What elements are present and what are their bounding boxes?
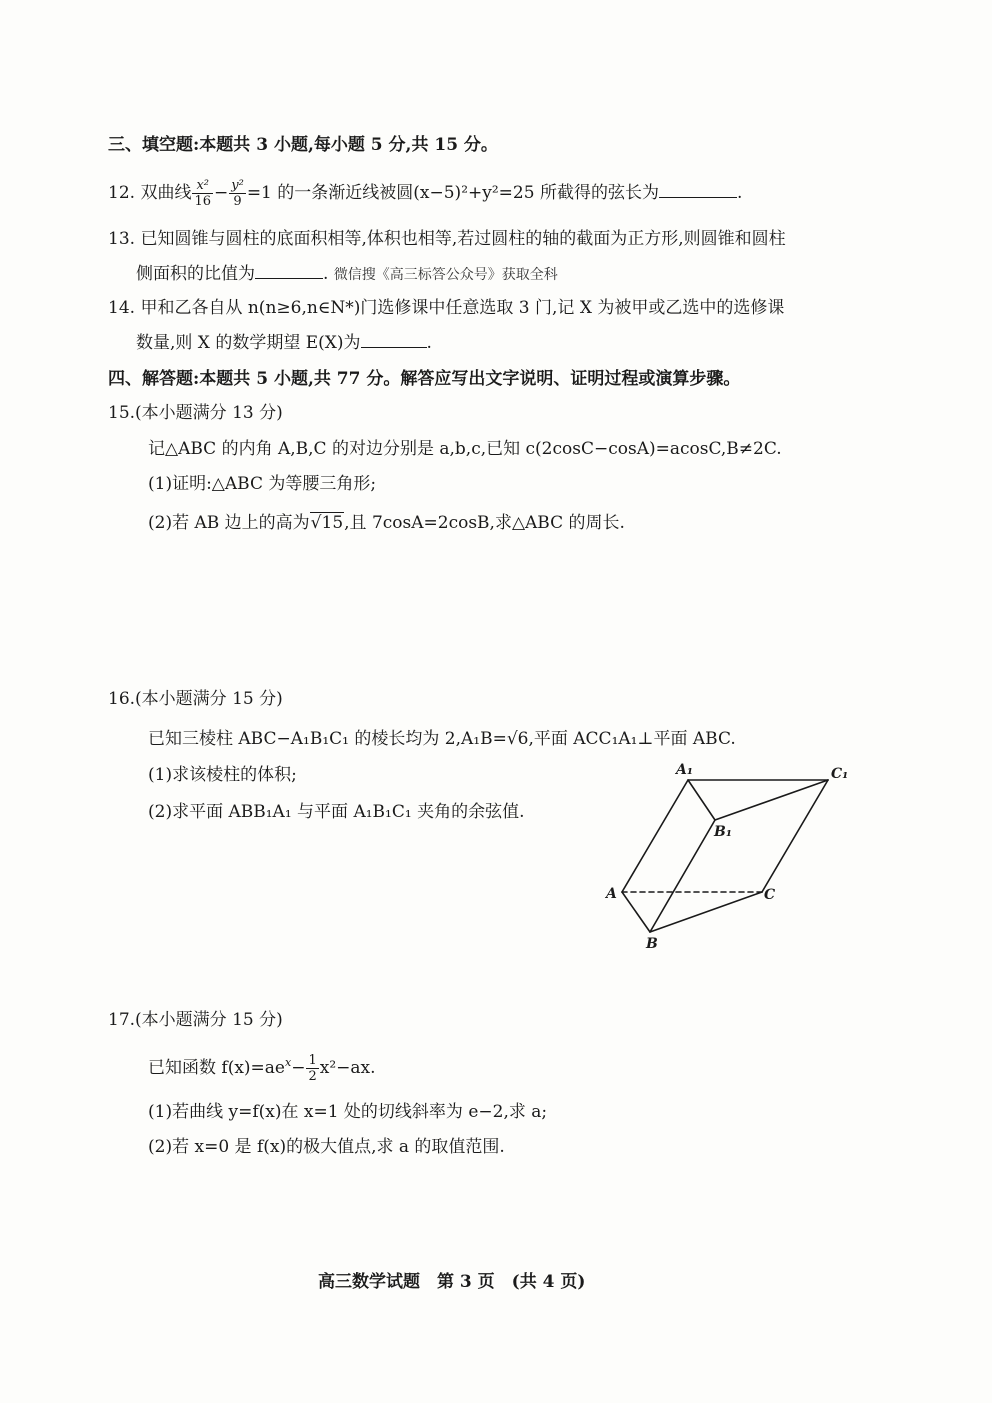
q13-period: . — [323, 264, 329, 284]
q17-fraction-numerator: 1 — [308, 1053, 317, 1068]
vertex-label-B1: B₁ — [714, 824, 732, 840]
edge-A-B — [622, 892, 650, 932]
q14-period: . — [426, 333, 432, 353]
q17-stem-end: x²−ax. — [319, 1058, 376, 1078]
q15-part-2 — [148, 512, 625, 534]
edge-B1-C1 — [715, 780, 828, 820]
q13-answer-blank[interactable] — [255, 262, 323, 279]
q17-part-1: (1)若曲线 y=f(x)在 x=1 处的切线斜率为 e−2,求 a; — [148, 1102, 548, 1122]
q15-part-2-end: ,且 7cosA=2cosB,求△ABC 的周长. — [344, 513, 625, 533]
q12-fraction-y-denominator: 9 — [233, 194, 242, 209]
vertex-label-A1: A₁ — [676, 762, 693, 778]
question-14-line-1 — [108, 297, 784, 319]
q13-text-line-1: 已知圆锥与圆柱的底面积相等,体积也相等,若过圆柱的轴的截面为正方形,则圆锥和圆柱 — [140, 229, 786, 249]
edge-B-C — [650, 892, 762, 932]
q14-text-line-2: 数量,则 X 的数学期望 E(X)为 — [136, 333, 361, 353]
q17-fraction-half — [306, 1053, 318, 1084]
section-answer-heading: 四、解答题:本题共 5 小题,共 77 分。解答应写出文字说明、证明过程或演算步骤。 — [108, 369, 741, 389]
vertex-label-C1: C₁ — [831, 766, 849, 782]
edge-C1-C — [762, 780, 828, 892]
question-14-line-2 — [136, 331, 432, 354]
q16-stem: 已知三棱柱 ABC−A₁B₁C₁ 的棱长均为 2,A₁B=√6,平面 ACC₁A₁⊥平面 ABC. — [148, 729, 736, 749]
q12-fraction-x — [192, 178, 213, 209]
q15-part-1: (1)证明:△ABC 为等腰三角形; — [148, 474, 377, 494]
edge-A1-A — [622, 780, 688, 892]
q12-text-end: =1 的一条渐近线被圆(x−5)²+y²=25 所截得的弦长为 — [246, 183, 659, 203]
q12-text-start: 双曲线 — [140, 183, 192, 203]
q17-stem — [148, 1052, 376, 1084]
q12-minus: − — [214, 183, 229, 203]
question-13-line-1 — [108, 228, 786, 250]
q17-minus: − — [291, 1058, 306, 1078]
q14-number: 14. — [108, 298, 136, 318]
q17-header: 17.(本小题满分 15 分) — [108, 1010, 283, 1030]
q16-part-2: (2)求平面 ABB₁A₁ 与平面 A₁B₁C₁ 夹角的余弦值. — [148, 802, 525, 822]
q17-stem-start: 已知函数 f(x)=ae — [148, 1058, 285, 1078]
q17-fraction-denominator: 2 — [308, 1069, 317, 1084]
question-13-line-2 — [136, 262, 558, 286]
q15-part-2-start: (2)若 AB 边上的高为 — [148, 513, 310, 533]
q12-answer-blank[interactable] — [659, 181, 737, 198]
page-footer: 高三数学试题 第 3 页 (共 4 页) — [318, 1272, 586, 1292]
q14-answer-blank[interactable] — [361, 331, 427, 348]
q14-text-line-1: 甲和乙各自从 n(n≥6,n∈N*)门选修课中任意选取 3 门,记 X 为被甲或乙选中的选修课 — [140, 298, 785, 318]
question-12 — [108, 178, 742, 209]
q13-number: 13. — [108, 229, 136, 249]
q12-fraction-x-numerator: x² — [192, 178, 213, 194]
vertex-label-A: A — [606, 886, 617, 902]
section-fill-in-heading: 三、填空题:本题共 3 小题,每小题 5 分,共 15 分。 — [108, 135, 498, 155]
vertex-label-C: C — [764, 887, 776, 903]
edge-B1-B — [650, 820, 715, 932]
watermark-text: 微信搜《高三标答公众号》获取全科 — [333, 267, 558, 283]
q16-part-1: (1)求该棱柱的体积; — [148, 765, 297, 785]
vertex-label-B: B — [646, 936, 658, 952]
q15-sqrt-15: √15 — [310, 513, 344, 533]
q13-text-line-2: 侧面积的比值为 — [136, 264, 255, 284]
prism-figure — [600, 758, 870, 954]
q17-part-2: (2)若 x=0 是 f(x)的极大值点,求 a 的取值范围. — [148, 1137, 505, 1157]
q16-header: 16.(本小题满分 15 分) — [108, 689, 283, 709]
edge-A1-B1 — [688, 780, 715, 820]
q15-header: 15.(本小题满分 13 分) — [108, 403, 283, 423]
q12-period: . — [736, 183, 743, 203]
q12-number: 12. — [108, 183, 136, 203]
q17-exponent: x — [285, 1056, 292, 1069]
q12-fraction-y-numerator: y² — [231, 178, 244, 193]
q12-fraction-y — [229, 178, 246, 209]
q15-stem: 记△ABC 的内角 A,B,C 的对边分别是 a,b,c,已知 c(2cosC−cosA)=acosC,B≠2C. — [148, 439, 782, 459]
q12-fraction-x-denominator: 16 — [194, 194, 211, 209]
